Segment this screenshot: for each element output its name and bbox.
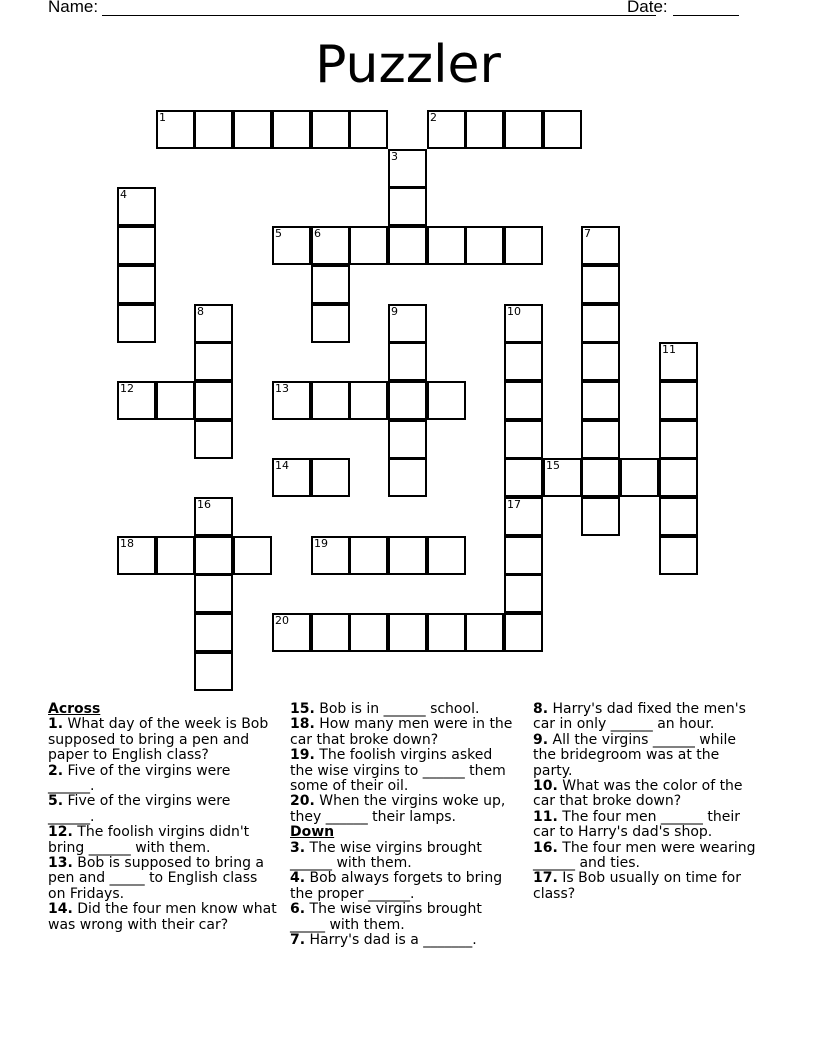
grid-cell[interactable]: [504, 536, 543, 575]
grid-cell[interactable]: [504, 420, 543, 459]
grid-cell[interactable]: [194, 574, 233, 613]
grid-cell[interactable]: [388, 187, 427, 226]
grid-cell[interactable]: [504, 497, 543, 536]
grid-cell[interactable]: [194, 536, 233, 575]
grid-cell-number: 16: [197, 498, 211, 511]
date-label: Date:: [627, 0, 668, 16]
clue-down-10: 10. What was the color of the car that broke down?: [533, 778, 743, 810]
grid-cell[interactable]: [388, 536, 427, 575]
grid-cell[interactable]: [388, 304, 427, 343]
clue-across-1: 1. What day of the week is Bob supposed to bring a pen and paper to English class?: [48, 716, 269, 764]
grid-cell[interactable]: [156, 110, 195, 149]
grid-cell[interactable]: [427, 110, 466, 149]
grid-cell[interactable]: [311, 304, 350, 343]
grid-cell[interactable]: [117, 536, 156, 575]
clue-down-8: 8. Harry's dad fixed the men's car in only ______ an hour.: [533, 701, 746, 733]
grid-cell-number: 8: [197, 305, 204, 318]
grid-cell-number: 13: [275, 382, 289, 395]
clues-column-2: [290, 702, 516, 949]
grid-cell[interactable]: [504, 226, 543, 265]
grid-cell-number: 5: [275, 227, 282, 240]
grid-cell-number: 4: [120, 188, 127, 201]
grid-cell[interactable]: [311, 226, 350, 265]
grid-cell[interactable]: [117, 187, 156, 226]
across-heading: Across: [48, 701, 101, 717]
grid-cell-number: 19: [314, 537, 328, 550]
grid-cell[interactable]: [388, 613, 427, 652]
grid-cell-number: 1: [159, 111, 166, 124]
puzzle-title: Puzzler: [315, 35, 501, 95]
clue-down-3: 3. The wise virgins brought ______ with them.: [290, 839, 482, 872]
clue-across-12: 12. The foolish virgins didn't bring ______ with them.: [48, 824, 250, 856]
grid-cell[interactable]: [156, 536, 195, 575]
grid-cell[interactable]: [194, 304, 233, 343]
grid-cell[interactable]: [465, 226, 504, 265]
clue-across-15: 15. Bob is in ______ school.: [290, 701, 480, 717]
grid-cell[interactable]: [504, 304, 543, 343]
grid-cell-number: 6: [314, 227, 321, 240]
grid-cell[interactable]: [504, 110, 543, 149]
grid-cell-number: 20: [275, 614, 289, 627]
clue-across-20: 20. When the virgins woke up, they ______ their lamps.: [290, 793, 506, 825]
clue-across-19: 19. The foolish virgins asked the wise virgins to ______ them some of their oil.: [290, 747, 506, 795]
grid-cell[interactable]: [465, 613, 504, 652]
clue-down-6: 6. The wise virgins brought _____ with them.: [290, 901, 482, 933]
grid-cell[interactable]: [427, 613, 466, 652]
grid-cell[interactable]: [194, 110, 233, 149]
grid-cell[interactable]: [581, 420, 620, 459]
grid-cell[interactable]: [194, 613, 233, 652]
grid-cell[interactable]: [465, 110, 504, 149]
grid-cell[interactable]: [194, 381, 233, 420]
grid-cell[interactable]: [659, 381, 698, 420]
grid-cell[interactable]: [581, 226, 620, 265]
clue-across-5: 5. Five of the virgins were ______.: [48, 793, 231, 825]
grid-cell[interactable]: [194, 342, 233, 381]
grid-cell-number: 14: [275, 459, 289, 472]
grid-cell[interactable]: [659, 342, 698, 381]
clue-down-16: 16. The four men were wearing ______ and ties.: [533, 839, 756, 872]
grid-cell[interactable]: [581, 497, 620, 536]
grid-cell[interactable]: [659, 536, 698, 575]
grid-cell[interactable]: [311, 381, 350, 420]
grid-cell[interactable]: [620, 458, 659, 497]
grid-cell[interactable]: [233, 110, 272, 149]
grid-cell[interactable]: [272, 458, 311, 497]
grid-cell-number: 12: [120, 382, 134, 395]
grid-cell[interactable]: [349, 110, 388, 149]
grid-cell[interactable]: [504, 613, 543, 652]
grid-cell[interactable]: [311, 265, 350, 304]
grid-cell[interactable]: [272, 110, 311, 149]
grid-cell[interactable]: [581, 458, 620, 497]
clues-column-1: [48, 702, 278, 933]
grid-cell[interactable]: [311, 613, 350, 652]
grid-cell[interactable]: [543, 458, 582, 497]
grid-cell[interactable]: [388, 458, 427, 497]
clue-down-11: 11. The four men ______ their car to Harry's dad's shop.: [533, 808, 740, 841]
grid-cell[interactable]: [581, 265, 620, 304]
grid-cell[interactable]: [272, 226, 311, 265]
clue-across-13: 13. Bob is supposed to bring a pen and _____ to English class on Fridays.: [48, 855, 264, 902]
grid-cell[interactable]: [272, 381, 311, 420]
grid-cell[interactable]: [233, 536, 272, 575]
grid-cell[interactable]: [581, 304, 620, 343]
down-heading: Down: [290, 824, 335, 841]
grid-cell[interactable]: [117, 381, 156, 420]
grid-cell[interactable]: [504, 574, 543, 613]
clue-down-17: 17. Is Bob usually on time for class?: [533, 870, 741, 902]
grid-cell[interactable]: [427, 381, 466, 420]
grid-cell-number: 2: [430, 111, 437, 124]
grid-cell-number: 11: [662, 343, 676, 356]
grid-cell[interactable]: [311, 110, 350, 149]
grid-cell[interactable]: [504, 381, 543, 420]
grid-cell-number: 18: [120, 537, 134, 550]
grid-cell[interactable]: [349, 536, 388, 575]
grid-cell[interactable]: [659, 497, 698, 536]
name-label: Name:: [48, 0, 99, 16]
grid-cell[interactable]: [194, 652, 233, 691]
grid-cell[interactable]: [388, 342, 427, 381]
grid-cell[interactable]: [504, 342, 543, 381]
grid-cell[interactable]: [388, 149, 427, 188]
grid-cell-number: 10: [507, 305, 521, 318]
clue-across-14: 14. Did the four men know what was wrong with their car?: [48, 901, 277, 933]
grid-cell[interactable]: [388, 381, 427, 420]
grid-cell[interactable]: [581, 342, 620, 381]
grid-cell-number: 9: [391, 305, 398, 318]
grid-cell[interactable]: [349, 613, 388, 652]
grid-cell[interactable]: [659, 458, 698, 497]
grid-cell[interactable]: [543, 110, 582, 149]
grid-cell-number: 3: [391, 150, 398, 163]
grid-cell[interactable]: [117, 304, 156, 343]
clues-column-3: [533, 702, 763, 902]
grid-cell-number: 15: [546, 459, 560, 472]
grid-cell[interactable]: [194, 420, 233, 459]
grid-cell[interactable]: [659, 420, 698, 459]
grid-cell[interactable]: [117, 226, 156, 265]
grid-cell[interactable]: [388, 226, 427, 265]
grid-cell[interactable]: [427, 536, 466, 575]
clue-across-2: 2. Five of the virgins were ______.: [48, 762, 231, 795]
grid-cell[interactable]: [194, 497, 233, 536]
clue-down-9: 9. All the virgins ______ while the bridegroom was at the party.: [533, 731, 736, 779]
clue-across-18: 18. How many men were in the car that broke down?: [290, 716, 513, 748]
grid-cell[interactable]: [427, 226, 466, 265]
grid-cell[interactable]: [349, 381, 388, 420]
clue-down-4: 4. Bob always forgets to bring the proper ______.: [290, 870, 503, 902]
grid-cell[interactable]: [504, 458, 543, 497]
grid-cell[interactable]: [311, 536, 350, 575]
grid-cell[interactable]: [272, 613, 311, 652]
grid-cell[interactable]: [349, 226, 388, 265]
grid-cell[interactable]: [311, 458, 350, 497]
grid-cell[interactable]: [581, 381, 620, 420]
grid-cell[interactable]: [117, 265, 156, 304]
clue-down-7: 7. Harry's dad is a _______.: [290, 932, 477, 949]
grid-cell-number: 7: [584, 227, 591, 240]
grid-cell-number: 17: [507, 498, 521, 511]
grid-cell[interactable]: [156, 381, 195, 420]
grid-cell[interactable]: [388, 420, 427, 459]
